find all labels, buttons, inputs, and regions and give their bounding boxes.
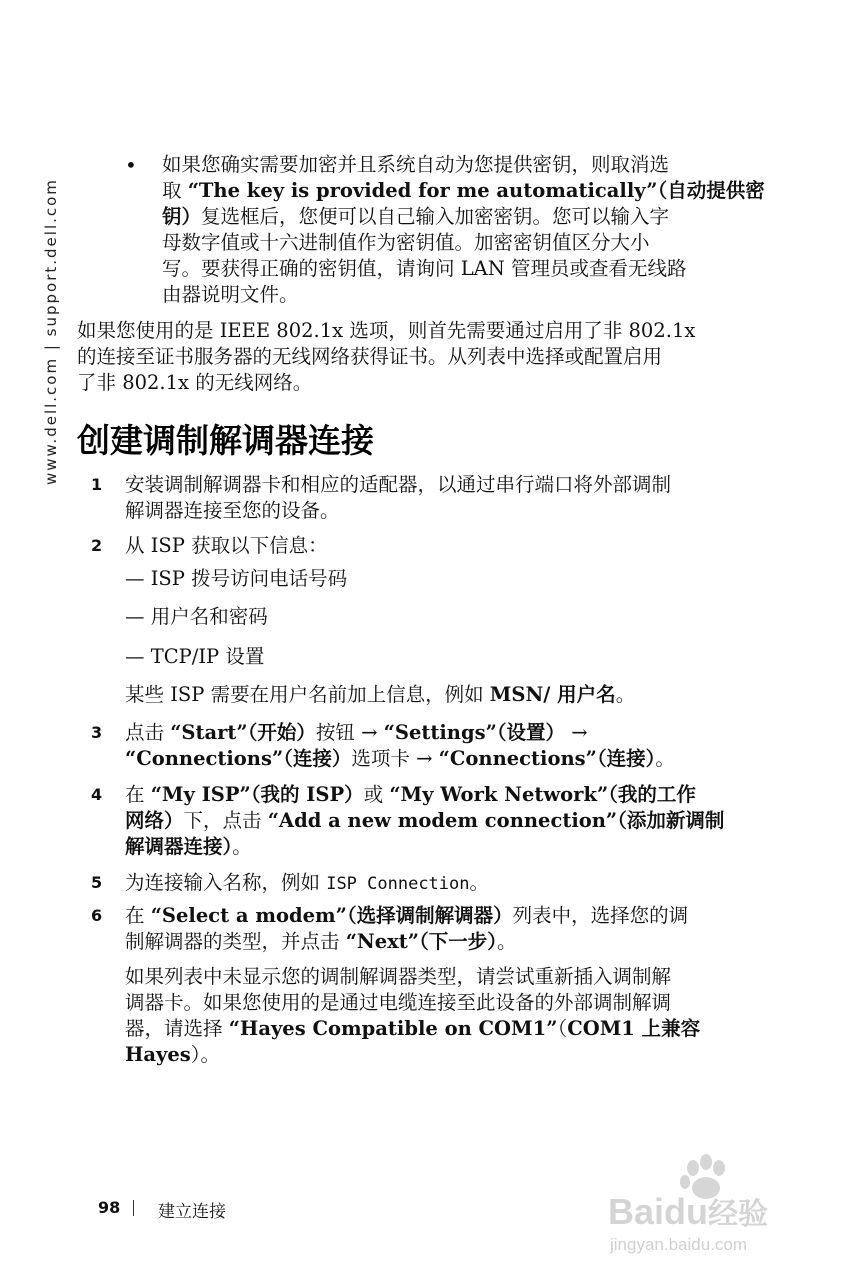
text-run: 为连接输入名称，例如 — [125, 871, 327, 894]
text-run: 取 — [162, 179, 188, 202]
text-run: 器，请选择 — [125, 1017, 229, 1040]
step6-note-line-2: 调器卡。如果您使用的是通过电缆连接至此设备的外部调制解调 — [125, 991, 672, 1014]
step-number-5: 5 — [91, 873, 103, 892]
step6-line-1 — [125, 903, 688, 929]
step5-line-1 — [125, 870, 489, 897]
connection-name-example: ISP Connection — [326, 874, 470, 894]
step4-line-2 — [125, 808, 724, 834]
ui-label-hayes: “Hayes Compatible on COM1” — [228, 1017, 558, 1040]
bullet-line-5: 写。要获得正确的密钥值，请询问 LAN 管理员或查看无线路 — [162, 257, 687, 280]
ui-label-my-isp: “My ISP”（我的 ISP） — [150, 783, 364, 806]
step4-line-1 — [125, 782, 696, 808]
text-run: 或 — [363, 783, 390, 806]
text-run: 点击 — [125, 721, 171, 744]
step-number-1: 1 — [91, 475, 103, 494]
bullet-line-1: 如果您确实需要加密并且系统自动为您提供密钥，则取消选 — [162, 153, 670, 176]
step6-note-line-1: 如果列表中未显示您的调制解调器类型，请尝试重新插入调制解 — [125, 965, 672, 988]
step6-note-line-4 — [125, 1042, 220, 1068]
text-run: 。 — [497, 930, 517, 953]
side-url — [22, 155, 62, 485]
ui-label-auto-key-end: 钥） — [162, 205, 202, 228]
bullet-line-4: 母数字值或十六进制值作为密钥值。加密密钥值区分大小 — [162, 231, 650, 254]
ieee-line-2: 的连接至证书服务器的无线网络获得证书。从列表中选择或配置启用 — [77, 345, 663, 368]
footer-chapter-title: 建立连接 — [158, 1202, 226, 1222]
ui-label-hayes-end: Hayes — [125, 1043, 191, 1066]
ieee-line-3: 了非 802.1x 的无线网络。 — [77, 371, 313, 394]
ui-label-auto-key: “The key is provided for me automatically”（自动提供密 — [187, 179, 765, 202]
step-number-6: 6 — [91, 906, 103, 925]
bullet-line-3 — [162, 204, 669, 230]
text-run: 在 — [125, 904, 151, 927]
step2-line-1: 从 ISP 获取以下信息： — [125, 534, 328, 557]
page-number: 98 — [98, 1198, 121, 1217]
bullet-line-6: 由器说明文件。 — [162, 283, 299, 306]
ui-label-hayes-cn: COM1 上兼容 — [567, 1017, 701, 1040]
step1-line-1: 安装调制解调器卡和相应的适配器，以通过串行端口将外部调制 — [125, 473, 672, 496]
text-run: 。 — [655, 747, 675, 770]
watermark-brand: Baidu经验 — [608, 1191, 769, 1232]
ieee-line-1: 如果您使用的是 IEEE 802.1x 选项，则首先需要通过启用了非 802.1x — [77, 319, 696, 342]
bullet-line-2 — [162, 178, 765, 204]
ui-label-next: “Next”（下一步） — [345, 930, 497, 953]
text-run: 在 — [125, 783, 151, 806]
text-run: 选项卡 → — [351, 747, 439, 770]
username-example: MSN/ 用户名 — [489, 683, 616, 706]
ui-label-add-modem-connection-end: 解调器连接） — [125, 835, 233, 858]
ui-label-my-work-network-end: 网络） — [125, 809, 184, 832]
ui-label-my-work-network: “My Work Network”（我的工作 — [389, 783, 696, 806]
step-number-4: 4 — [91, 785, 103, 804]
text-run: 。 — [469, 871, 490, 894]
step6-line-2 — [125, 929, 517, 955]
footer-divider — [133, 1200, 134, 1216]
ui-label-add-modem-connection: “Add a new modem connection”（添加新调制 — [267, 809, 725, 832]
section-heading: 创建调制解调器连接 — [77, 421, 374, 460]
step1-line-2: 解调器连接至您的设备。 — [125, 499, 340, 522]
step4-line-3 — [125, 834, 252, 860]
arrow-text: → — [565, 721, 588, 744]
step2-item-phone: — ISP 拨号访问电话号码 — [125, 567, 348, 590]
text-run: 复选框后，您便可以自己输入加密密钥。您可以输入字 — [201, 205, 670, 228]
text-run: 。 — [232, 835, 252, 858]
text-run: （ — [557, 1017, 568, 1040]
ui-label-connections-tab: “Connections”（连接） — [125, 747, 352, 770]
step3-line-2 — [125, 746, 675, 772]
text-run: 下，点击 — [183, 809, 268, 832]
step3-line-1 — [125, 720, 588, 746]
ui-label-connections: “Connections”（连接） — [438, 747, 656, 770]
text-run: 某些 ISP 需要在用户名前加上信息，例如 — [125, 683, 490, 706]
ui-label-settings: “Settings”（设置） — [383, 721, 566, 744]
watermark-url: jingyan.baidu.com — [610, 1235, 748, 1254]
step-number-3: 3 — [91, 723, 103, 742]
side-url-text: www.dell.com | support.dell.com — [42, 178, 60, 485]
text-run: 按钮 → — [315, 721, 384, 744]
step-number-2: 2 — [91, 536, 103, 555]
ui-label-start: “Start”（开始） — [170, 721, 316, 744]
step2-note — [125, 682, 635, 708]
text-run: 列表中，选择您的调 — [512, 904, 689, 927]
baidu-watermark — [600, 1150, 810, 1260]
text-run: 制解调器的类型，并点击 — [125, 930, 346, 953]
step2-item-credentials: — 用户名和密码 — [125, 605, 268, 628]
step6-note-line-3 — [125, 1016, 700, 1042]
step2-item-tcpip: — TCP/IP 设置 — [125, 645, 265, 668]
text-run: ）。 — [190, 1043, 221, 1066]
bullet-marker: • — [125, 153, 137, 177]
text-run: 。 — [615, 683, 636, 706]
ui-label-select-modem: “Select a modem”（选择调制解调器） — [150, 904, 513, 927]
